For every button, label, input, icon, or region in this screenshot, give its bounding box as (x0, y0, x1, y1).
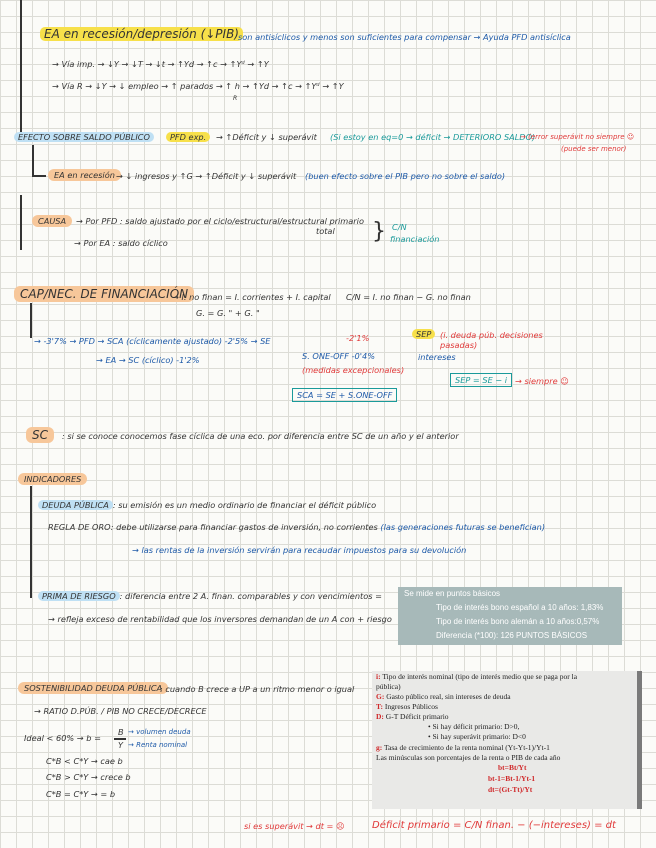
s3-ea-sc: → EA → SC (cíclico) -1'2% (96, 355, 200, 365)
s2-causa1: → Por PFD : saldo ajustado por el ciclo/estructural/estructural primario (76, 216, 364, 226)
panel2-line7: • Si hay superávit primario: D<0 (428, 732, 526, 741)
s3-pct2: -2'1% (346, 333, 370, 343)
panel2-line1: i: Tipo de interés nominal (tipo de interés medio que se paga por la (376, 672, 578, 681)
s1-heading: EA en recesión/depresión (↓PIB) (40, 27, 243, 41)
panel2-line2: pública) (376, 682, 401, 691)
s5-heading: INDICADORES (18, 474, 87, 484)
s3-box1: SEP = SE − i (450, 375, 512, 385)
s2-branch (32, 145, 34, 175)
s2-causa2: → Por EA : saldo cíclico (74, 238, 168, 248)
panel2-line5: D: G-T Déficit primario (376, 712, 449, 721)
margin-rule (20, 0, 22, 135)
s5-regla: REGLA DE ORO: debe utilizarse para financiar gastos de inversión, no corrientes (las generaciones futuras se benefician) (48, 522, 546, 532)
s6-frac-top: B (118, 727, 124, 737)
s2-note: (Si estoy en eq=0 → déficit → DETERIORO SALDO) (330, 132, 536, 142)
s6-foot-red: si es superávit → dt = ☹ (244, 821, 345, 831)
s6-c1: C*B < C*Y → cae b (46, 756, 123, 766)
s2-red2: (puede ser menor) (561, 145, 627, 153)
s5-prima: PRIMA DE RIESGO : diferencia entre 2 A. finan. comparables y con vencimientos = (38, 591, 382, 601)
s2-branch-h (32, 175, 46, 177)
s6-frac-bot: Y (118, 740, 124, 750)
s1-line2: → Vía R → ↓Y → ↓ empleo → ↑ parados → ↑ h → ↑Yd → ↑c → ↑Yᵈ → ↑Y (52, 81, 344, 91)
s6-frac-n1: → volumen deuda (128, 728, 191, 736)
s3-formula2: G. = G. " + G. " (196, 308, 260, 318)
s3-formula1: → I. no finan = I. corrientes + I. capital (172, 292, 331, 302)
panel1-line1: Se mide en puntos básicos (404, 589, 501, 598)
panel1-line4: Diferencia (*100): 126 PUNTOS BÁSICOS (436, 631, 588, 640)
s3-sep-note: (i. deuda púb. decisiones pasadas) (440, 330, 543, 350)
s3-formula1b: C/N = I. no finan − G. no finan (346, 292, 471, 302)
s4-text: : si se conoce conocemos fase cíclica de una eco. por diferencia entre SC de un año y el anterior (62, 431, 459, 441)
s2-ea-note: (buen efecto sobre el PIB pero no sobre el saldo) (305, 171, 506, 181)
s2-cin2: financiación (390, 234, 440, 244)
panel2-scrollbar (637, 671, 642, 809)
s3-one-off-note: (medidas excepcionales) (302, 365, 405, 375)
s2-heading: EFECTO SOBRE SALDO PÚBLICO (14, 132, 154, 142)
s6-c3: C*B = C*Y → = b (46, 789, 116, 799)
panel2-line4: T: Ingresos Públicos (376, 702, 438, 711)
panel2-formula1: bt=Bt/Yt (498, 763, 527, 772)
s3-box2: SCA = SE + S.ONE-OFF (292, 390, 397, 400)
s6-c2: C*B > C*Y → crece b (46, 772, 131, 782)
s3-sep: SEP (412, 329, 435, 339)
s2-rest: → ↑Déficit y ↓ superávit (216, 132, 317, 142)
panel2-line6: • Si hay déficit primario: D>0, (428, 722, 520, 731)
s3-heading: CAP/NEC. DE FINANCIACIÓN (14, 287, 194, 301)
s5-rule (30, 486, 32, 598)
s3-box1-note: → siempre ☺ (515, 376, 569, 386)
s2-rule-lower (20, 195, 22, 250)
s5-regla-sub: → las rentas de la inversión servirán para recaudar impuestos para su devolución (132, 545, 467, 555)
panel2-line3: G: Gasto público real, sin intereses de deuda (376, 692, 511, 701)
panel1-line2: Tipo de interés bono español a 10 años: 1,83% (436, 603, 604, 612)
s4-heading: SC (26, 428, 54, 442)
s3-branch (30, 303, 32, 338)
panel2-formula2: bt-1=Bt-1/Yt-1 (488, 774, 536, 783)
s6-ratio: → RATIO D.PÚB. / PIB NO CRECE/DECRECE (34, 706, 207, 716)
s2-causa-tag: CAUSA (32, 216, 72, 226)
s2-ea-tag: EA en recesión (48, 170, 121, 180)
s3-intereses: intereses (418, 352, 456, 362)
s1-note: son antisíclicos y menos son suficientes para compensar → Ayuda PFD antisíclica (238, 32, 571, 42)
sostenibilidad-panel (372, 671, 642, 809)
s1-line1: → Vía imp. → ↓Y → ↓T → ↓t → ↑Yd → ↑c → ↑Yᵈ → ↑Y (52, 59, 269, 69)
s6-ideal: Ideal < 60% → b = (24, 733, 101, 743)
panel2-line8: g: Tasa de crecimiento de la renta nominal (Yt-Yt-1)/Yt-1 (376, 743, 550, 752)
s1-line2-sub: R (233, 95, 238, 102)
s2-brace: } (372, 219, 386, 244)
s6-foot-main: Déficit primario = C/N finan. − (−intereses) = dt (372, 820, 616, 831)
s6-heading: SOSTENIBILIDAD DEUDA PÚBLICA (18, 683, 168, 693)
s2-causa1b: total (316, 226, 335, 236)
s2-red1: → (error superávit no siempre ☺ (520, 133, 635, 141)
panel2-line9: Las minúsculas son porcentajes de la renta o PIB de cada año (376, 753, 561, 762)
prima-riesgo-panel (398, 587, 622, 645)
s3-one-off: S. ONE-OFF -0'4% (302, 351, 375, 361)
panel2-formula3: dt=(Gt-Tt)/Yt (488, 785, 533, 794)
s2-cin1: C/N (392, 222, 407, 232)
s2-pfd: PFD exp. (166, 132, 210, 142)
s5-prima-sub: → refleja exceso de rentabilidad que los inversores demandan de un A con + riesgo (48, 614, 392, 624)
s5-deuda: DEUDA PÚBLICA : su emisión es un medio ordinario de financiar el déficit público (38, 500, 376, 510)
s3-pct1: → -3'7% → PFD → SCA (cíclicamente ajustado) -2'5% → SE (34, 336, 271, 346)
s6-frac-n2: → Renta nominal (128, 741, 188, 749)
s2-ea-text: → ↓ ingresos y ↑G → ↑Déficit y ↓ superávit (116, 171, 297, 181)
s6-head-text: : cuando B crece a UP a un ritmo menor o igual (160, 684, 355, 694)
panel1-line3: Tipo de interés bono alemán a 10 años:0,57% (436, 617, 600, 626)
